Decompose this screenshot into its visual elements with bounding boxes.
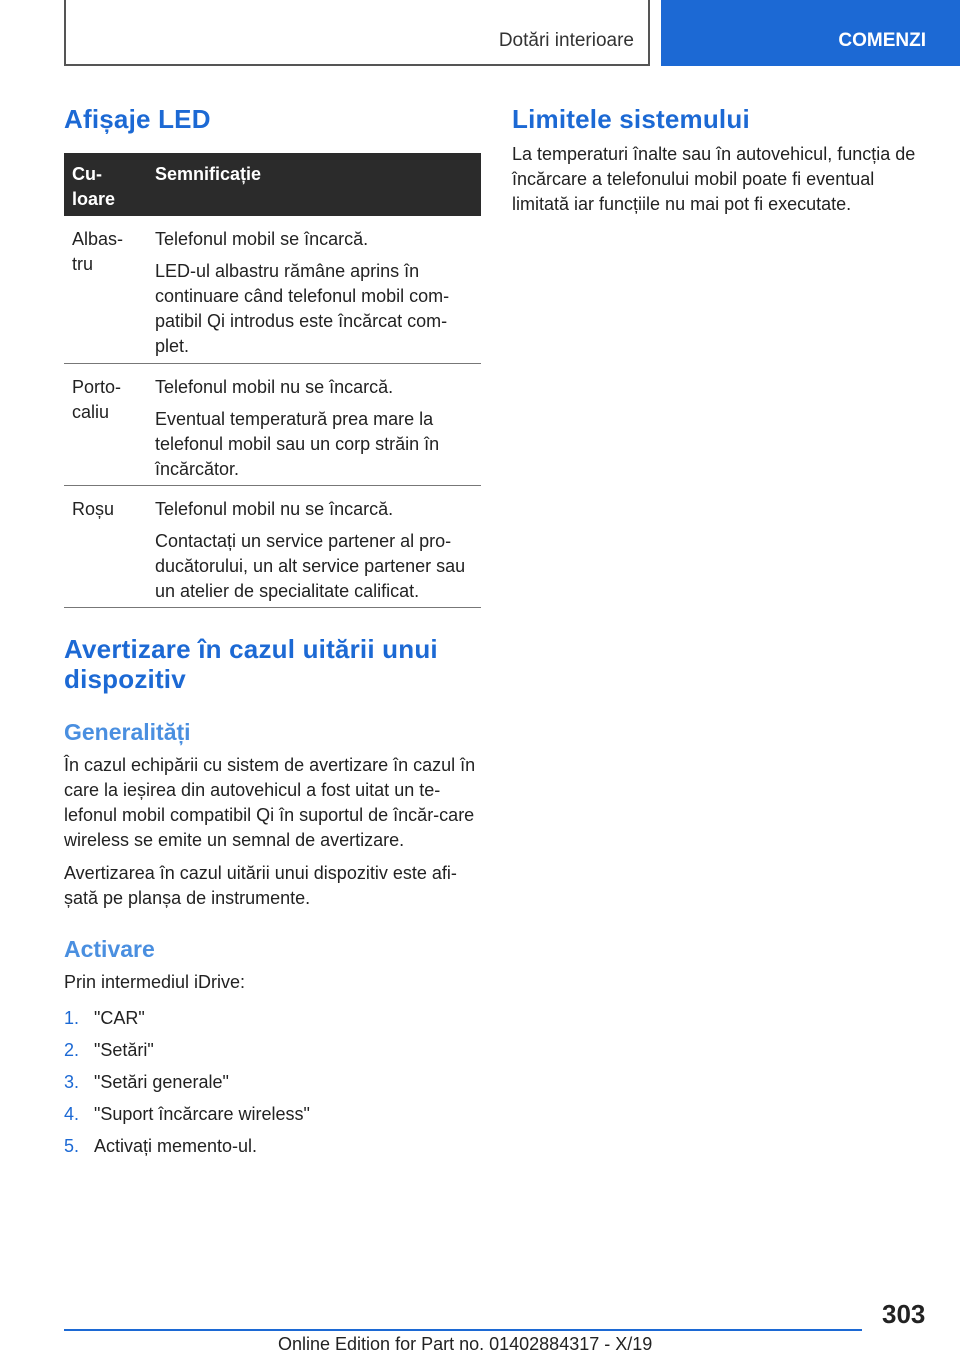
row-detail: Contactați un service partener al pro-ducătorului, un alt service partener sau un atelier de specialitate calificat. bbox=[155, 531, 466, 601]
step-number: 2. bbox=[64, 1040, 80, 1060]
led-table-header bbox=[64, 153, 481, 216]
list-item bbox=[64, 1006, 481, 1038]
step-text: Activați memento-ul. bbox=[94, 1136, 258, 1156]
activation-steps bbox=[64, 1006, 481, 1166]
limits-paragraph: La temperaturi înalte sau în autovehicul, funcția de încărcare a telefonului mobil poate fi eventual limitată iar funcțiile nu mai pot fi executate. bbox=[512, 144, 916, 214]
step-number: 1. bbox=[64, 1008, 80, 1028]
header-chapter-label: COMENZI bbox=[838, 30, 926, 51]
col-color-header: Cu- loare bbox=[72, 164, 116, 209]
table-row bbox=[64, 364, 481, 486]
col-meaning-header: Semnificație bbox=[155, 164, 262, 184]
header-section-box bbox=[64, 0, 650, 66]
step-text: "CAR" bbox=[94, 1008, 145, 1028]
row-status: Telefonul mobil nu se încarcă. bbox=[155, 377, 394, 397]
row-detail: LED-ul albastru rămâne aprins în continuare când telefonul mobil com-patibil Qi introdus este încărcat com-plet. bbox=[155, 261, 450, 356]
row-color: Roșu bbox=[72, 499, 115, 519]
row-color: Albas- tru bbox=[72, 229, 124, 274]
step-text: "Setări generale" bbox=[94, 1072, 229, 1092]
header-chapter-tab[interactable] bbox=[661, 0, 960, 66]
step-number: 5. bbox=[64, 1136, 80, 1156]
list-item bbox=[64, 1134, 481, 1166]
row-status: Telefonul mobil se încarcă. bbox=[155, 229, 369, 249]
general-paragraph-2: Avertizarea în cazul uitării unui dispozitiv este afi-șată pe planșa de instrumente. bbox=[64, 863, 457, 908]
warning-section-title: Avertizare în cazul uitării unui dispozitiv bbox=[64, 634, 438, 694]
led-table bbox=[64, 153, 481, 608]
activation-subtitle: Activare bbox=[64, 936, 155, 962]
table-row bbox=[64, 216, 481, 364]
limits-section-title: Limitele sistemului bbox=[512, 104, 750, 134]
step-number: 4. bbox=[64, 1104, 80, 1124]
header-section-title: Dotări interioare bbox=[498, 30, 634, 51]
general-paragraph-1: În cazul echipării cu sistem de avertizare în cazul în care la ieșirea din autovehicul a fost uitat un te-lefonul mobil compatibil Qi în suportul de încăr-care wireless se emite un semnal de avertizare. bbox=[64, 755, 476, 850]
list-item bbox=[64, 1070, 481, 1102]
row-status: Telefonul mobil nu se încarcă. bbox=[155, 499, 394, 519]
row-color: Porto- caliu bbox=[72, 377, 122, 422]
table-row bbox=[64, 486, 481, 608]
general-subtitle: Generalități bbox=[64, 719, 191, 745]
activation-intro: Prin intermediul iDrive: bbox=[64, 972, 246, 992]
led-section-title: Afișaje LED bbox=[64, 104, 211, 134]
list-item bbox=[64, 1038, 481, 1070]
footer-edition: Online Edition for Part no. 01402884317 - X/19 bbox=[278, 1334, 653, 1354]
row-detail: Eventual temperatură prea mare la telefonul mobil sau un corp străin în încărcător. bbox=[155, 409, 440, 479]
step-number: 3. bbox=[64, 1072, 80, 1092]
step-text: "Setări" bbox=[94, 1040, 154, 1060]
list-item bbox=[64, 1102, 481, 1134]
page-number: 303 bbox=[882, 1299, 926, 1329]
footer-divider bbox=[64, 1329, 862, 1331]
step-text: "Suport încărcare wireless" bbox=[94, 1104, 310, 1124]
